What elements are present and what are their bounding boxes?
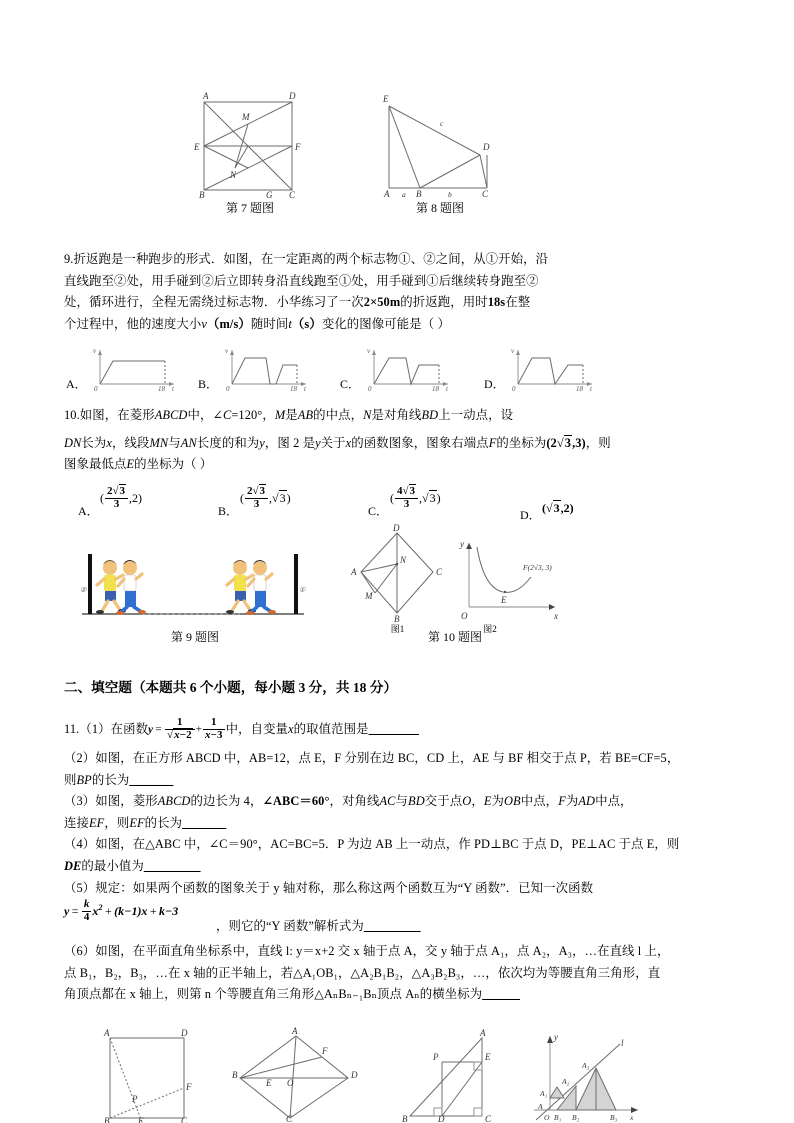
runner-left-yellow [96,560,126,614]
q11-p6-line1: （6）如图，在平面直角坐标系中，直线 l: y＝x+2 交 x 轴于点 A，交 y 轴于点 A₁，点 A₂，A₃，…在直线 l 上， [64,944,670,958]
q11-p3-l2c: 的长为 [144,815,183,830]
q11-p3-h: 中点， [520,794,559,808]
bfig4-label-O: O [544,1113,550,1122]
q11-p4-line2 [64,856,736,878]
q11-part6 [64,941,738,1006]
q10-y: y [259,435,265,450]
fig8-label-D: D [483,142,490,152]
section-2-heading: 二、填空题（本题共 6 个小题，每小题 3 分，共 18 分） [64,680,398,695]
q10-bd: BD [421,408,439,422]
q11-part1 [64,718,732,742]
q9-option-c-graph[interactable] [362,344,456,393]
bfig1-label-A: A [104,1028,110,1038]
bfig4-label-l: l [621,1038,624,1048]
q11-p2-line2 [64,770,736,792]
q9-line-2: 直线跑至②处，用手碰到②后立即转身沿直线跑至①处，用手碰到①后继续转身跑至② [64,273,539,288]
fig7-label-N: N [230,170,237,180]
q10-l1d: =120°， [231,408,275,422]
q9-line4-c: 变化的图像可能是（ ） [321,316,450,331]
q11-p3-e: 交于点 [424,794,463,808]
q11-p3-a: （3）如图，菱形 [64,794,158,808]
q9-d-ylabel: v [511,347,515,355]
q10-l2e: 长度的和为 [196,435,260,450]
fig7-label-C: C [289,190,296,200]
q11-p3-line1 [64,791,736,813]
q10-option-b-letter[interactable]: B． [218,504,239,518]
q11-p3-blank[interactable]: _______ [182,815,227,830]
fig8-label-a: a [402,190,406,199]
q9-d-origin: 0 [512,385,516,393]
q11-part5-line1: （5）规定：如果两个函数的图象关于 y 轴对称，那么称这两个函数互为“Y 函数”．已知一次函数 [64,881,594,895]
q10-line-3 [64,454,732,476]
q9-b-xmax: 18 [290,385,297,393]
q11-p3-ac: AC [379,794,396,808]
q11-p4-blank[interactable]: _________ [143,858,201,873]
q10-option-d-letter[interactable]: D． [520,508,541,522]
q9-c-xlabel: t [446,385,448,393]
q10-line-2 [64,433,732,455]
fig7-label-F: F [295,142,301,152]
figure-bottom-4 [520,1030,650,1122]
q10-l1a: 10.如图，在菱形 [64,408,155,422]
caption-fig10: 第 10 题图 [427,630,482,644]
q9-line3-b: 的折返跑，用时 [400,295,488,309]
q9-b-origin: 0 [226,385,230,393]
q10-l1g: 是对角线 [371,408,422,422]
q11-p3-ad: AD [578,794,596,808]
q11-p1-x: x [288,721,294,736]
q10-mn: MN [149,435,169,450]
bfig1-label-E: E [138,1116,144,1123]
q9-line4-a: 个过程中，他的速度大小 [64,316,202,331]
caption-fig9: 第 9 题图 [170,630,219,644]
fig7-label-G: G [266,190,273,200]
q10-F: F [488,435,497,450]
q11-p6-line3 [64,984,738,1006]
q9-option-b-letter[interactable]: B． [198,377,219,391]
q9-b-xlabel: t [304,385,306,393]
fig2-point-F: F(2√3, 3) [523,563,552,572]
q9-marker-right: ① [299,586,306,594]
q10-l2j: ，则 [585,435,611,450]
q11-p3-ept: E [483,794,492,808]
q10-option-a-letter[interactable]: A． [78,504,99,518]
bfig4-label-A: A [538,1102,543,1111]
q11-p2-line1: （2）如图，在正方形 ABCD 中，AB=12，点 E，F 分别在边 BC，CD 上，AE 与 BF 相交于点 P，若 BE=CF=5， [64,751,680,765]
bfig2-label-A: A [292,1026,298,1036]
q10-l2f: ，图 2 是 [264,435,316,450]
q10-abcd: ABCD [154,408,188,422]
q10-l2c: ，线段 [112,435,150,450]
q9-d-xlabel: t [590,385,592,393]
fig1-label-D: D [393,523,400,533]
q9-a-origin: 0 [94,385,98,393]
bfig1-label-C: C [181,1116,188,1123]
q9-line-3 [64,292,732,314]
q10-l3b: 的坐标为（ ） [134,457,213,472]
q11-p5-l2: ，则它的“Y 函数”解析式为 [216,919,364,933]
fig2-xlabel: x [554,611,558,621]
q9-line3-a: 处，循环进行，全程无需绕过标志物．小华练习了一次 [64,295,364,309]
q10-x2: x [345,435,352,450]
q10-line-1 [64,405,732,427]
fig8-label-E: E [383,94,389,104]
fig1-label-A: A [351,567,357,577]
figure-bottom-2 [230,1026,360,1123]
q10-l2i: 的坐标为 [496,435,547,450]
bfig1-label-F: F [186,1082,192,1092]
q11-p3-fpt: F [558,794,566,808]
q11-p6-line2: 点 B₁，B₂，B₃，…在 x 轴的正半轴上，若△A₁OB₁，△A₂B₁B₂，△A₃B₂B₃，…，依次均为等腰直角三角形，直 [64,965,661,980]
runner-left-blue [116,560,146,615]
bfig1-label-B: B [104,1116,110,1123]
q11-p2-l2a: 则 [64,772,77,787]
q11-p1-a: 11.（1）在函数 [64,721,149,736]
q10-ab: AB [297,408,314,422]
q10-l3a: 图象最低点 [64,457,127,472]
q10-l1b: 中，∠ [187,408,223,422]
q9-var-t: t [288,316,292,331]
q9-a-ylabel: v [93,347,97,355]
q11-p5-blank[interactable]: _________ [363,919,421,933]
figure-bottom-1 [96,1030,198,1122]
q11-p4-l2b: 的最小值为 [81,858,144,873]
q11-p6-l3a: 角顶点都在 x 轴上，则第 n 个等腰直角三角形△AₙBₙ₋₁Bₙ顶点 Aₙ的横坐标为 [64,987,483,1001]
fig7-label-M: M [242,112,250,122]
fig8-label-B: B [416,189,422,199]
q9-option-d-graph[interactable] [506,344,600,393]
runner-right-blue [246,560,276,615]
q9-d-xmax: 18 [576,385,583,393]
q9-math-time: 18s [487,295,506,310]
q10-l2g: 关于 [320,435,346,450]
bfig3-label-D: D [438,1114,445,1123]
fig2-origin: O [461,611,468,621]
q11-part3 [64,791,736,834]
q11-p3-d: 与 [395,794,409,808]
q9-option-b-graph[interactable] [220,344,314,393]
q11-p4-de: DE [64,858,82,873]
q11-p1-blank[interactable]: ________ [368,721,419,736]
q11-p3-c: ，对角线 [329,794,380,808]
q10-l2h: 的函数图象，图象右端点 [351,435,489,450]
bfig2-label-O: O [287,1078,294,1088]
q9-var-v: v [201,316,208,331]
question-10-text [64,405,732,476]
fig7-label-B: B [199,190,205,200]
question-9-text [64,249,732,335]
fig1-label-N: N [400,555,407,565]
q9-c-xmax: 18 [432,385,439,393]
q11-p3-abcd: ABCD [157,794,191,808]
caption-fig7: 第 7 题图 [225,201,274,215]
bfig2-label-F: F [322,1046,328,1056]
bfig2-label-E: E [266,1078,272,1088]
fig1-label-C: C [436,567,443,577]
q9-option-d-letter[interactable]: D． [484,377,505,391]
q11-p3-l2b: ，则 [104,815,130,830]
q10-E: E [126,457,135,472]
figure-q7 [190,91,310,200]
q11-part2 [64,748,736,791]
q11-p1-formula: y = $\frac{1}{√x-2}$ + $\frac{1}{x-3}$ [148,716,223,741]
bfig4-label-A1: A₁ [540,1089,548,1098]
q9-marker-left: ② [80,586,87,594]
figure-bottom-3 [390,1030,500,1122]
q9-line-4 [64,314,732,336]
fig7-label-D: D [289,91,296,101]
figure-q8 [375,92,505,197]
figure-q10-fig1 [345,523,450,624]
q11-p3-o: O [462,794,472,808]
q11-part4 [64,834,736,877]
fig1-caption: 图1 [390,624,405,634]
q9-c-ylabel: v [367,347,371,355]
q10-option-a-value[interactable]: ( $\frac{2√3}{3}$ ,2) [100,485,143,510]
bfig4-label-B2: B₂ [572,1113,580,1122]
fig2-caption: 图2 [483,624,497,634]
q11-p6-blank[interactable]: ______ [482,987,520,1001]
q10-n: N [363,408,372,422]
q9-a-xmax: 18 [158,385,165,393]
q10-c: C [222,408,232,422]
q11-p3-bd: BD [408,794,425,808]
q11-part5-line2 [216,916,736,938]
q11-p1-c: 的取值范围是 [293,721,369,736]
q10-l1h: 上一动点，设 [438,408,514,422]
bfig3-label-A: A [480,1028,486,1038]
q11-p3-line2 [64,813,736,835]
q10-x: x [106,435,113,450]
q10-option-c-letter[interactable]: C． [368,504,389,518]
bfig2-label-D: D [351,1070,358,1080]
q9-a-xlabel: t [172,385,174,393]
bfig3-label-P: P [433,1052,439,1062]
q9-unit-s: （s） [291,316,322,331]
fig8-label-b: b [448,190,452,199]
bfig3-label-B: B [402,1114,408,1123]
q10-option-d-value[interactable]: (√3,2) [542,501,574,515]
bfig1-label-P: P [132,1094,138,1104]
q10-l2d: 与 [168,435,181,450]
fig2-point-E: E [501,595,507,605]
q9-line-1: 9.折返跑是一种跑步的形式．如图，在一定距离的两个标志物①、②之间，从①开始，沿 [64,252,549,266]
bfig4-label-B3: B₃ [610,1113,618,1122]
q10-m: M [274,408,286,422]
bfig1-label-D: D [181,1028,188,1038]
q9-option-a-letter[interactable]: A． [66,377,87,391]
q9-line3-c: 在整 [505,295,531,309]
q10-coord-F: (2√3,3) [546,435,586,450]
bfig2-label-B: B [232,1070,238,1080]
bfig4-label-B1: B₁ [554,1113,562,1122]
q10-l2b: 长为 [81,435,107,450]
q10-l1f: 的中点， [313,408,364,422]
figure-q9-runners [80,548,306,620]
q11-p3-i: 为 [565,794,579,808]
q11-part5-formula: y = $\frac{k}{4}$ $x^2 + (k-1)x + k-3$ [64,898,179,923]
bfig4-label-x: x [630,1113,634,1122]
q9-option-c-letter[interactable]: C． [340,377,361,391]
q9-math-distance: 2×50m [363,295,401,310]
fig1-label-B: B [394,614,400,624]
q11-p2-l2b: 的长为 [91,772,130,787]
q11-p2-blank[interactable]: _______ [129,772,174,787]
bfig3-label-C: C [485,1114,492,1123]
figure-q10-fig2 [455,537,565,622]
q11-p3-g: 为 [491,794,504,808]
q9-unit-ms: （m/s） [207,316,251,331]
q11-p3-l2a: 连接 [64,815,89,830]
q9-option-a-graph[interactable] [88,344,182,393]
q11-p3-b: 的边长为 4， [190,794,263,808]
bfig2-label-C: C [286,1114,293,1123]
q9-line4-b: 随时间 [250,316,289,331]
q10-y2: y [315,435,321,450]
bfig3-label-E: E [485,1052,491,1062]
q11-p3-j: 中点， [595,794,633,808]
fig8-label-A: A [384,189,390,199]
q11-p3-f: ， [471,794,484,808]
q11-p3-ob: OB [503,794,521,808]
q11-p3-ef2: EF [129,815,145,830]
q11-p2-bp: BP [76,772,92,787]
fig7-label-A: A [203,91,209,101]
q9-b-ylabel: v [225,347,229,355]
q10-l1e: 是 [285,408,298,422]
q11-p3-angle: ∠ABC＝60° [262,794,330,808]
q9-c-origin: 0 [368,385,372,393]
caption-fig8: 第 8 题图 [415,201,464,215]
fig8-label-C: C [482,189,489,199]
runner-right-yellow [226,560,256,614]
q11-p4-line1: （4）如图，在△ABC 中，∠C＝90°，AC=BC=5．P 为边 AB 上一动点，作 PD⊥BC 于点 D，PE⊥AC 于点 E，则 [64,837,680,851]
fig2-ylabel: y [460,539,464,549]
fig1-label-M: M [365,591,373,601]
q10-dn: DN [64,435,82,450]
bfig4-label-y: y [554,1032,558,1042]
fig7-label-E: E [194,142,200,152]
q11-p1-b: 中，自变量 [225,721,289,736]
q11-p3-ef: EF [88,815,105,830]
bfig4-label-A2: A₂ [562,1077,570,1086]
bfig4-label-A3: A₃ [582,1061,590,1070]
q10-option-c-value[interactable]: ( $\frac{4√3}{3}$ ,√3) [390,485,441,510]
fig8-label-c: c [440,119,444,128]
q10-option-b-value[interactable]: ( $\frac{2√3}{3}$ ,√3) [240,485,291,510]
q10-an: AN [180,435,197,450]
